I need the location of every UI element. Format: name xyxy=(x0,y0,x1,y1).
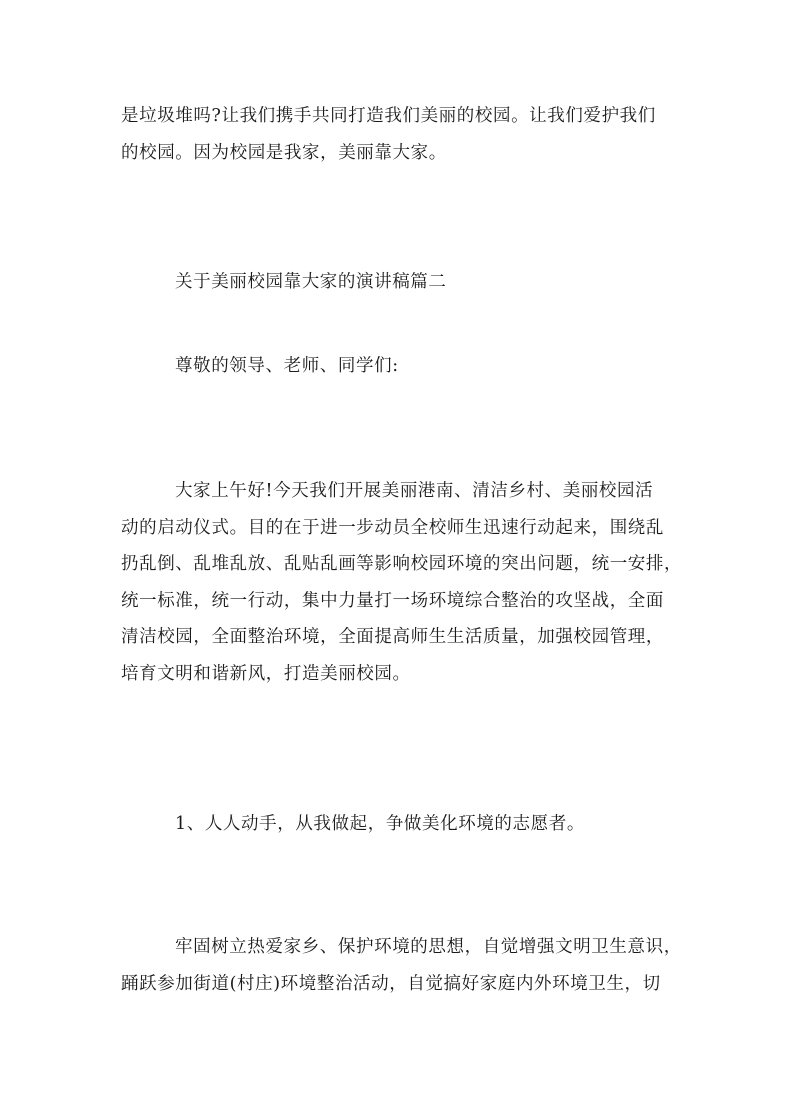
salutation-text: 尊敬的领导、老师、同学们: xyxy=(175,356,399,376)
paragraph-opening xyxy=(121,473,683,692)
text-line: 大家上午好!今天我们开展美丽港南、清洁乡村、美丽校园活 xyxy=(175,481,654,501)
text-line: 动的启动仪式。目的在于进一步动员全校师生迅速行动起来，围绕乱 xyxy=(121,517,664,538)
text-line: 牢固树立热爱家乡、保护环境的思想，自觉增强文明卫生意识， xyxy=(175,937,682,957)
paragraph-continued xyxy=(121,98,671,171)
paragraph-point-1-body xyxy=(121,929,682,1002)
text-line: 统一标准，统一行动，集中力量打一场环境综合整治的攻坚战，全面 xyxy=(121,590,664,611)
salutation xyxy=(121,348,671,385)
text-line: 培育文明和谐新风，打造美丽校园。 xyxy=(121,663,411,684)
text-line: 的校园。因为校园是我家，美丽靠大家。 xyxy=(121,142,447,163)
text-line: 是垃圾堆吗?让我们携手共同打造我们美丽的校园。让我们爱护我们 xyxy=(121,106,656,126)
heading-text: 关于美丽校园靠大家的演讲稿篇二 xyxy=(175,272,447,292)
section-heading xyxy=(121,264,671,301)
numbered-point-1 xyxy=(121,806,671,843)
text-line: 清洁校园，全面整治环境，全面提高师生生活质量，加强校园管理， xyxy=(121,627,664,647)
text-line: 踊跃参加街道(村庄)环境整治活动，自觉搞好家庭内外环境卫生，切 xyxy=(121,973,661,994)
point-text: 1、人人动手，从我做起，争做美化环境的志愿者。 xyxy=(175,814,585,834)
text-line: 扔乱倒、乱堆乱放、乱贴乱画等影响校园环境的突出问题，统一安排， xyxy=(121,554,683,574)
